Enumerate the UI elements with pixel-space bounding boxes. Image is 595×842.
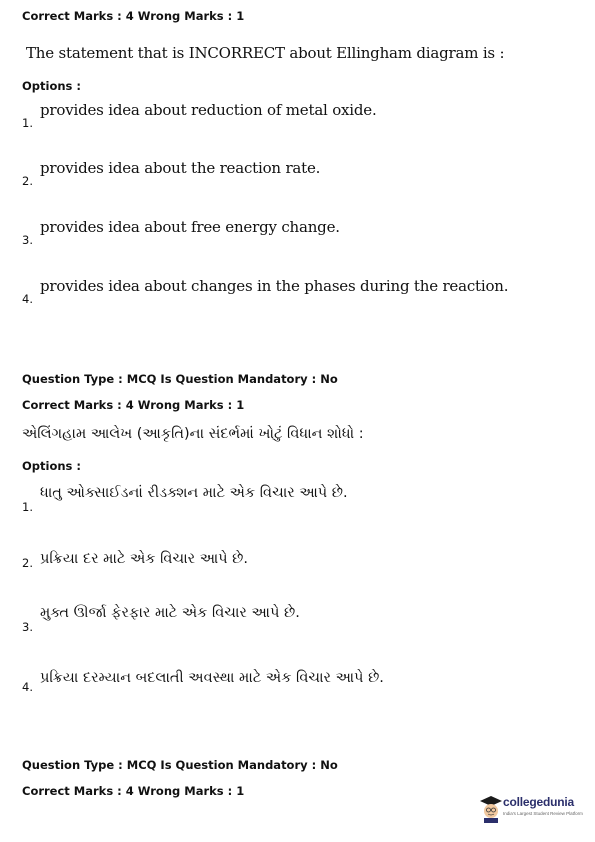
logo-wordmark: collegedunia [503,795,574,809]
collegedunia-logo [479,793,583,823]
marks-line: Correct Marks : 4 Wrong Marks : 1 [22,398,245,412]
option-text: પ્રક્રિયા દરમ્યાન બદલાતી અવસ્થા માટે એક વિચાર આપે છે. [40,670,384,686]
option-number: 4. [22,292,33,306]
option-number: 4. [22,680,33,694]
marks-line: Correct Marks : 4 Wrong Marks : 1 [22,9,245,23]
question-text: The statement that is INCORRECT about Ellingham diagram is : [26,44,505,62]
option-number: 1. [22,116,33,130]
option-text: ધાતુ ઓક્સાઈડનાં રીડક્શન માટે એક વિચાર આપે છે. [40,485,348,501]
option-text: provides idea about reduction of metal oxide. [40,101,377,119]
option-text: provides idea about free energy change. [40,218,340,236]
logo-tagline: India's Largest Student Review Platform [503,811,583,816]
option-number: 2. [22,556,33,570]
marks-line: Correct Marks : 4 Wrong Marks : 1 [22,784,245,798]
option-number: 3. [22,233,33,247]
question-type-line: Question Type : MCQ Is Question Mandatory : No [22,372,338,386]
option-number: 1. [22,500,33,514]
question-text: એલિંગહામ આલેખ (આકૃતિ)ના સંદર્ભમાં ખોટું વિધાન શોધો : [22,426,364,442]
option-number: 2. [22,174,33,188]
graduate-mascot-icon [479,793,503,823]
option-text: provides idea about changes in the phases during the reaction. [40,277,509,295]
question-type-line: Question Type : MCQ Is Question Mandatory : No [22,758,338,772]
options-label: Options : [22,79,81,93]
option-text: પ્રક્રિયા દર માટે એક વિચાર આપે છે. [40,551,249,567]
option-number: 3. [22,620,33,634]
option-text: provides idea about the reaction rate. [40,159,321,177]
option-text: મુક્ત ઊર્જા ફેરફાર માટે એક વિચાર આપે છે. [40,605,300,621]
options-label: Options : [22,459,81,473]
